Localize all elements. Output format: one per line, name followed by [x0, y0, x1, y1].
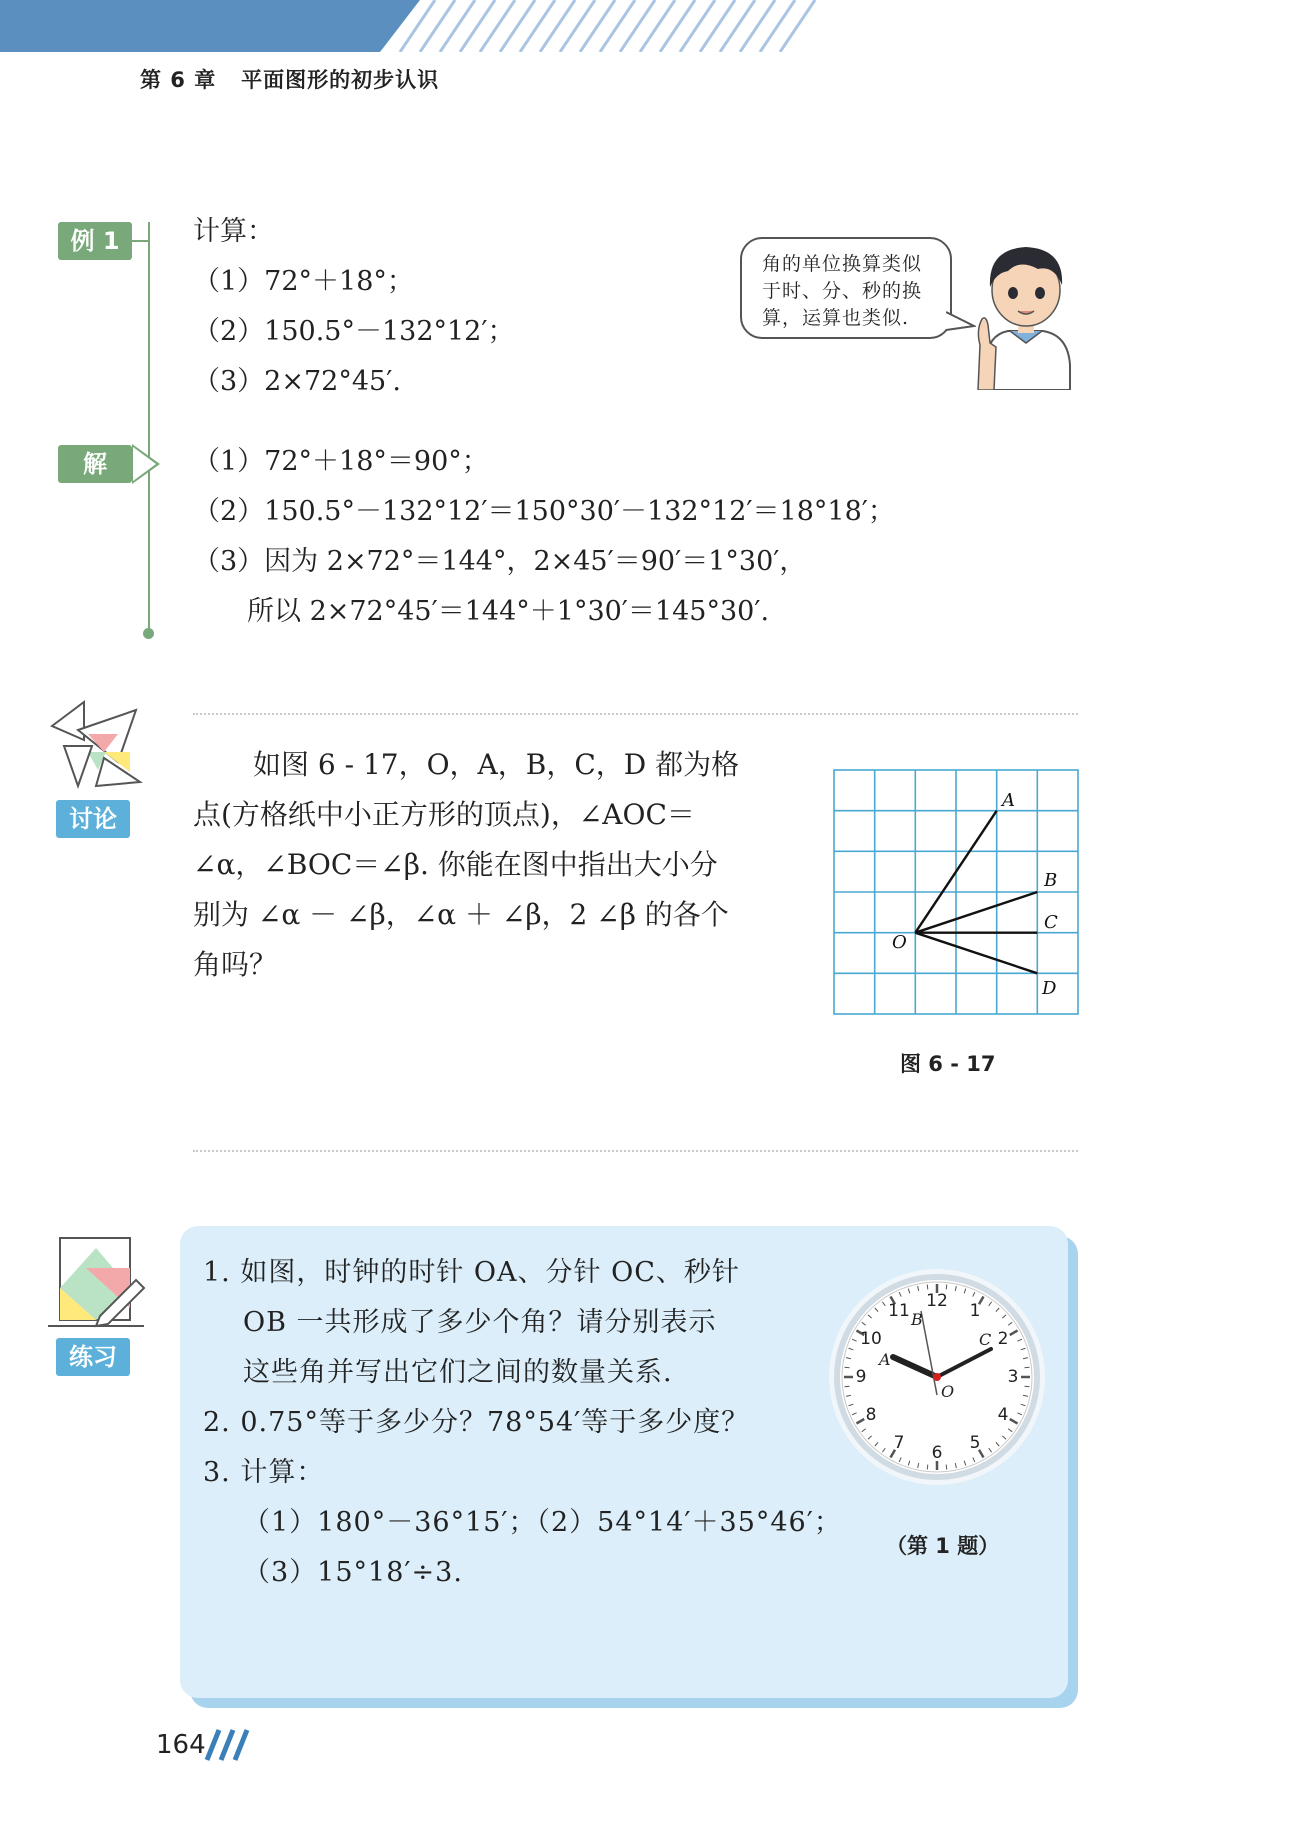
header-bar: [0, 0, 420, 52]
point-label-o: O: [892, 932, 907, 953]
point-label-c: C: [1044, 912, 1058, 933]
solution-line-3: （3）因为 2×72°＝144°，2×45′＝90′＝1°30′，: [193, 546, 807, 577]
speech-bubble: [740, 237, 952, 339]
solution-line-2: （2）150.5°－132°12′＝150°30′－132°12′＝18°18′；: [193, 496, 895, 527]
page-number: 164: [156, 1730, 206, 1760]
practice-line-3: 这些角并写出它们之间的数量关系.: [243, 1357, 673, 1388]
practice-line-2: OB 一共形成了多少个角？请分别表示: [243, 1307, 717, 1338]
clock-label-b: B: [911, 1310, 923, 1329]
discussion-tag: 讨论: [56, 800, 130, 838]
vertical-rule: [148, 222, 150, 634]
bubble-line-2: 于时、分、秒的换: [762, 280, 923, 302]
discussion-line-1: 如图 6 - 17，O，A，B，C，D 都为格: [253, 748, 740, 781]
example-item-1: （1）72°＋18°；: [193, 266, 414, 297]
solution-line-1: （1）72°＋18°＝90°；: [193, 446, 489, 477]
clock-numeral-10: 10: [860, 1329, 882, 1349]
header-stripes: [380, 0, 840, 52]
bubble-line-1: 角的单位换算类似: [762, 253, 923, 275]
clock-tick: [946, 1285, 947, 1290]
clock-tick: [845, 1386, 850, 1387]
clock-numeral-5: 5: [969, 1433, 981, 1453]
solution-arrow-inner: [133, 447, 156, 481]
solution-line-4: 所以 2×72°45′＝144°＋1°30′＝145°30′.: [247, 596, 770, 627]
clock-tick: [1025, 1386, 1030, 1387]
solution-tag: 解: [58, 445, 132, 483]
grid-figure: [832, 768, 1082, 1018]
rule-end-dot: [143, 628, 154, 639]
clock-figure: [825, 1265, 1050, 1490]
clock-numeral-9: 9: [855, 1367, 867, 1387]
example-tag: 例 1: [58, 222, 132, 260]
bubble-line-3: 算，运算也类似.: [762, 307, 910, 329]
example-tag-connector: [132, 240, 148, 242]
discussion-divider-bottom: [193, 1150, 1078, 1152]
point-label-a: A: [1002, 790, 1015, 811]
clock-tick: [946, 1465, 947, 1470]
clock-numeral-7: 7: [893, 1433, 905, 1453]
clock-tick: [927, 1285, 928, 1290]
clock-caption: （第 1 题）: [886, 1534, 1000, 1558]
discussion-line-5: 角吗？: [193, 948, 278, 981]
point-label-d: D: [1042, 978, 1057, 999]
chapter-title: [140, 64, 439, 94]
clock-label-o: O: [941, 1382, 955, 1401]
point-label-b: B: [1044, 870, 1058, 891]
pencil-icon: [46, 1228, 146, 1328]
clock-tick: [1025, 1367, 1030, 1368]
example-prompt: 计算：: [193, 216, 274, 247]
practice-line-4: 2. 0.75°等于多少分？78°54′等于多少度？: [203, 1407, 750, 1438]
clock-numeral-3: 3: [1007, 1367, 1019, 1387]
clock-numeral-8: 8: [865, 1405, 877, 1425]
practice-tag: 练习: [56, 1338, 130, 1376]
clock-numeral-11: 11: [888, 1301, 910, 1321]
practice-line-1: 1. 如图，时钟的时针 OA、分针 OC、秒针: [203, 1257, 740, 1288]
clock-numeral-6: 6: [931, 1443, 943, 1463]
practice-line-5: 3. 计算：: [203, 1457, 325, 1488]
clock-numeral-2: 2: [997, 1329, 1009, 1349]
practice-calc-3: （3）15°18′÷3.: [243, 1557, 463, 1588]
tangram-icon: [44, 700, 144, 790]
ray-OD: [915, 933, 1037, 974]
discussion-line-2: 点(方格纸中小正方形的顶点)，∠AOC＝: [193, 798, 695, 831]
discussion-line-4: 别为 ∠α － ∠β，∠α ＋ ∠β，2 ∠β 的各个: [193, 898, 729, 931]
practice-calc-2: （2）54°14′＋35°46′；: [523, 1507, 842, 1538]
example-item-2: （2）150.5°－132°12′；: [193, 316, 515, 347]
boy-illustration: [968, 235, 1083, 390]
discussion-divider-top: [193, 713, 1078, 715]
clock-numeral-1: 1: [969, 1301, 981, 1321]
ray-OB: [915, 892, 1037, 933]
clock-label-a: A: [879, 1350, 891, 1369]
clock-tick: [845, 1367, 850, 1368]
chapter-number: 第 6 章: [140, 68, 217, 92]
practice-calc-1: （1）180°－36°15′；: [243, 1507, 537, 1538]
figure-caption: 图 6 - 17: [900, 1052, 996, 1076]
example-item-3: （3）2×72°45′.: [193, 366, 401, 397]
discussion-line-3: ∠α，∠BOC＝∠β. 你能在图中指出大小分: [193, 848, 718, 881]
page-number-slashes: [203, 1728, 251, 1762]
clock-tick: [927, 1465, 928, 1470]
clock-numeral-4: 4: [997, 1405, 1009, 1425]
chapter-name: 平面图形的初步认识: [241, 68, 440, 92]
clock-label-c: C: [979, 1330, 992, 1349]
clock-numeral-12: 12: [926, 1291, 948, 1311]
